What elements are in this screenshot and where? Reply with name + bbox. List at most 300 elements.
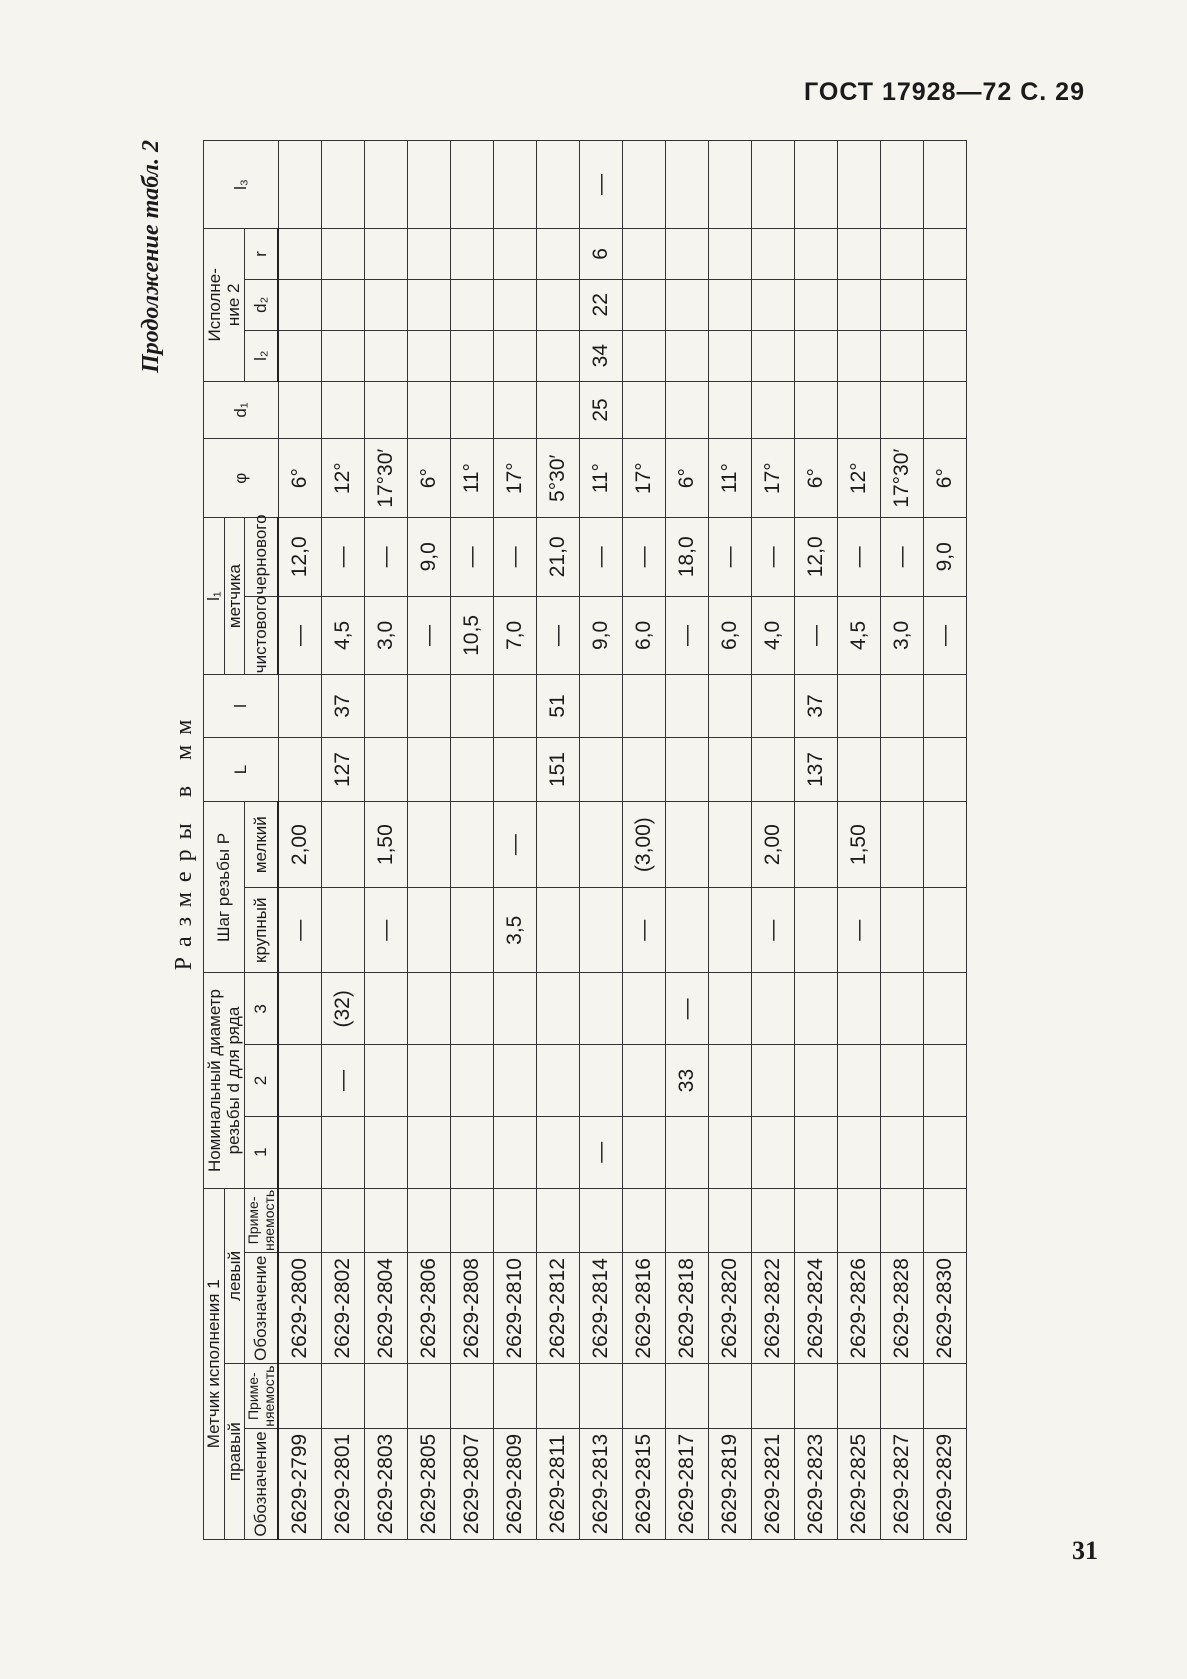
cell-l2 <box>666 330 709 381</box>
cell-phi: 17° <box>494 439 537 518</box>
cell-l <box>709 675 752 737</box>
cell-phi: 12° <box>322 439 365 518</box>
cell-r <box>881 228 924 279</box>
cell-L <box>408 737 451 802</box>
cell-l2 <box>623 330 666 381</box>
cell-fin: — <box>924 596 967 675</box>
left-designation-header: Обозначение <box>245 1253 279 1364</box>
cell-left: 2629-2822 <box>752 1253 795 1364</box>
cell-l2 <box>795 330 838 381</box>
cell-L: 137 <box>795 737 838 802</box>
rough-header: чернового <box>245 518 279 597</box>
cell-dd2 <box>623 279 666 330</box>
cell-al <box>752 1188 795 1253</box>
cell-phi: 11° <box>451 439 494 518</box>
cell-coarse <box>709 887 752 973</box>
L-header: L <box>204 737 279 802</box>
cell-d1r <box>408 1116 451 1188</box>
dimensions-note: Размеры в мм <box>171 709 197 971</box>
cell-l3 <box>881 141 924 229</box>
cell-d2r <box>278 1045 322 1117</box>
cell-right: 2629-2817 <box>666 1429 709 1540</box>
cell-l2 <box>322 330 365 381</box>
cell-l3 <box>924 141 967 229</box>
cell-ar <box>666 1364 709 1429</box>
cell-coarse <box>881 887 924 973</box>
cell-al <box>278 1188 322 1253</box>
l-header: l <box>204 675 279 737</box>
table-row <box>278 141 322 1540</box>
cell-coarse: — <box>623 887 666 973</box>
taps-dimensions-table <box>203 140 967 1540</box>
cell-r <box>322 228 365 279</box>
cell-fine <box>881 802 924 888</box>
cell-dd2 <box>752 279 795 330</box>
cell-right: 2629-2813 <box>580 1429 623 1540</box>
cell-ar <box>580 1364 623 1429</box>
cell-right: 2629-2805 <box>408 1429 451 1540</box>
cell-ar <box>408 1364 451 1429</box>
cell-ar <box>924 1364 967 1429</box>
cell-L <box>494 737 537 802</box>
cell-left: 2629-2828 <box>881 1253 924 1364</box>
cell-right: 2629-2825 <box>838 1429 881 1540</box>
cell-right: 2629-2829 <box>924 1429 967 1540</box>
cell-L <box>881 737 924 802</box>
table-row <box>494 141 537 1540</box>
cell-dd1 <box>709 381 752 439</box>
cell-fin: 4,0 <box>752 596 795 675</box>
cell-dd1 <box>795 381 838 439</box>
cell-rough: — <box>752 518 795 597</box>
cell-l <box>278 675 322 737</box>
cell-d2r <box>924 1045 967 1117</box>
rotated-table-block <box>138 140 1138 1540</box>
cell-rough: 9,0 <box>408 518 451 597</box>
cell-r <box>709 228 752 279</box>
cell-l3 <box>709 141 752 229</box>
cell-left: 2629-2802 <box>322 1253 365 1364</box>
cell-right: 2629-2823 <box>795 1429 838 1540</box>
cell-dd1 <box>537 381 580 439</box>
coarse-header: крупный <box>245 887 279 973</box>
right-designation-header: Обозначение <box>245 1429 279 1540</box>
cell-phi: 17°30′ <box>365 439 408 518</box>
cell-coarse <box>924 887 967 973</box>
cell-L <box>580 737 623 802</box>
cell-l: 37 <box>322 675 365 737</box>
cell-l2 <box>537 330 580 381</box>
cell-l3 <box>494 141 537 229</box>
cell-dd2 <box>537 279 580 330</box>
cell-phi: 5°30′ <box>537 439 580 518</box>
cell-l3 <box>623 141 666 229</box>
cell-fine <box>537 802 580 888</box>
l1-header: l₁ <box>204 518 225 675</box>
cell-left: 2629-2830 <box>924 1253 967 1364</box>
cell-fine: 1,50 <box>365 802 408 888</box>
cell-fine: 2,00 <box>278 802 322 888</box>
cell-r: 6 <box>580 228 623 279</box>
cell-dd2 <box>365 279 408 330</box>
cell-fine: 2,00 <box>752 802 795 888</box>
cell-phi: 6° <box>795 439 838 518</box>
cell-ar <box>494 1364 537 1429</box>
cell-L <box>838 737 881 802</box>
cell-d2r <box>494 1045 537 1117</box>
cell-fine <box>666 802 709 888</box>
cell-d3r <box>537 973 580 1045</box>
cell-d1r <box>623 1116 666 1188</box>
cell-rough: — <box>580 518 623 597</box>
page-number: 31 <box>1072 1536 1098 1565</box>
table-row <box>322 141 365 1540</box>
cell-phi: 17° <box>752 439 795 518</box>
cell-ar <box>623 1364 666 1429</box>
cell-d1r <box>278 1116 322 1188</box>
cell-dd2 <box>278 279 322 330</box>
cell-fin: — <box>666 596 709 675</box>
cell-al <box>537 1188 580 1253</box>
cell-right: 2629-2827 <box>881 1429 924 1540</box>
table-body <box>278 141 967 1540</box>
cell-fin: 7,0 <box>494 596 537 675</box>
cell-d3r <box>623 973 666 1045</box>
cell-d1r <box>924 1116 967 1188</box>
table-continuation-title: Продолжение табл. 2 <box>138 140 164 373</box>
table-row <box>580 141 623 1540</box>
cell-d3r <box>709 973 752 1045</box>
cell-l <box>752 675 795 737</box>
cell-coarse <box>408 887 451 973</box>
cell-l2 <box>451 330 494 381</box>
cell-d3r <box>795 973 838 1045</box>
table-row <box>666 141 709 1540</box>
cell-left: 2629-2806 <box>408 1253 451 1364</box>
cell-dd2 <box>795 279 838 330</box>
cell-coarse <box>322 887 365 973</box>
table-row <box>623 141 666 1540</box>
cell-ar <box>278 1364 322 1429</box>
thread-pitch-header: Шаг резьбы P <box>204 802 245 973</box>
cell-d3r <box>580 973 623 1045</box>
cell-rough: — <box>494 518 537 597</box>
cell-L <box>709 737 752 802</box>
cell-l3 <box>795 141 838 229</box>
cell-d2r <box>881 1045 924 1117</box>
cell-fine <box>795 802 838 888</box>
cell-r <box>537 228 580 279</box>
cell-fine <box>709 802 752 888</box>
cell-dd1 <box>838 381 881 439</box>
cell-L <box>278 737 322 802</box>
cell-r <box>666 228 709 279</box>
table-row <box>838 141 881 1540</box>
cell-l2 <box>881 330 924 381</box>
cell-d3r <box>278 973 322 1045</box>
cell-rough: 21,0 <box>537 518 580 597</box>
cell-left: 2629-2800 <box>278 1253 322 1364</box>
cell-ar <box>537 1364 580 1429</box>
cell-l <box>365 675 408 737</box>
cell-phi: 6° <box>408 439 451 518</box>
cell-left: 2629-2812 <box>537 1253 580 1364</box>
tap-subheader: метчика <box>224 518 245 675</box>
cell-L <box>365 737 408 802</box>
cell-l2 <box>278 330 322 381</box>
cell-fin: 3,0 <box>365 596 408 675</box>
cell-right: 2629-2801 <box>322 1429 365 1540</box>
cell-coarse <box>580 887 623 973</box>
cell-d1r <box>494 1116 537 1188</box>
table-row <box>537 141 580 1540</box>
cell-d2r: — <box>322 1045 365 1117</box>
cell-right: 2629-2819 <box>709 1429 752 1540</box>
cell-l3 <box>752 141 795 229</box>
cell-dd2 <box>494 279 537 330</box>
cell-rough: 12,0 <box>278 518 322 597</box>
cell-left: 2629-2814 <box>580 1253 623 1364</box>
cell-right: 2629-2809 <box>494 1429 537 1540</box>
cell-fine: (3,00) <box>623 802 666 888</box>
cell-al <box>795 1188 838 1253</box>
cell-l <box>838 675 881 737</box>
cell-l <box>623 675 666 737</box>
cell-left: 2629-2816 <box>623 1253 666 1364</box>
cell-phi: 17°30′ <box>881 439 924 518</box>
cell-fin: 4,5 <box>838 596 881 675</box>
nominal-diameter-header: Номинальный диаметр резьбы d для ряда <box>204 973 245 1188</box>
cell-d2r <box>451 1045 494 1117</box>
cell-rough: 12,0 <box>795 518 838 597</box>
cell-d2r: 33 <box>666 1045 709 1117</box>
cell-dd1 <box>365 381 408 439</box>
cell-coarse: — <box>365 887 408 973</box>
cell-dd2 <box>322 279 365 330</box>
cell-dd2 <box>881 279 924 330</box>
cell-fine <box>580 802 623 888</box>
cell-d3r: — <box>666 973 709 1045</box>
cell-d1r <box>451 1116 494 1188</box>
cell-l2 <box>365 330 408 381</box>
cell-phi: 6° <box>278 439 322 518</box>
cell-r <box>838 228 881 279</box>
cell-l <box>408 675 451 737</box>
cell-L: 151 <box>537 737 580 802</box>
cell-d1r <box>709 1116 752 1188</box>
cell-d2r <box>838 1045 881 1117</box>
cell-ar <box>795 1364 838 1429</box>
cell-right: 2629-2807 <box>451 1429 494 1540</box>
cell-fin: 6,0 <box>623 596 666 675</box>
cell-d1r <box>537 1116 580 1188</box>
row3-header: 3 <box>245 973 279 1045</box>
table-row <box>365 141 408 1540</box>
cell-l2 <box>924 330 967 381</box>
cell-ar <box>322 1364 365 1429</box>
cell-l3 <box>537 141 580 229</box>
cell-fin: — <box>537 596 580 675</box>
cell-r <box>924 228 967 279</box>
cell-dd2 <box>924 279 967 330</box>
cell-l <box>494 675 537 737</box>
cell-ar <box>752 1364 795 1429</box>
cell-left: 2629-2808 <box>451 1253 494 1364</box>
cell-r <box>752 228 795 279</box>
cell-d2r <box>580 1045 623 1117</box>
cell-dd2 <box>666 279 709 330</box>
right-hand-header: правый <box>224 1364 245 1540</box>
cell-dd2 <box>709 279 752 330</box>
cell-left: 2629-2804 <box>365 1253 408 1364</box>
cell-l2: 34 <box>580 330 623 381</box>
cell-phi: 12° <box>838 439 881 518</box>
table-row <box>408 141 451 1540</box>
cell-phi: 11° <box>709 439 752 518</box>
cell-rough: — <box>881 518 924 597</box>
finish-header: чистового <box>245 596 279 675</box>
cell-rough: — <box>838 518 881 597</box>
right-applicability-header: Приме- няемость <box>245 1365 278 1427</box>
cell-dd1 <box>494 381 537 439</box>
cell-l <box>924 675 967 737</box>
cell-l3 <box>451 141 494 229</box>
cell-right: 2629-2821 <box>752 1429 795 1540</box>
cell-coarse <box>795 887 838 973</box>
cell-d1r: — <box>580 1116 623 1188</box>
cell-l <box>666 675 709 737</box>
cell-d3r <box>365 973 408 1045</box>
cell-coarse <box>666 887 709 973</box>
cell-dd2: 22 <box>580 279 623 330</box>
document-header: ГОСТ 17928—72 С. 29 <box>804 78 1085 106</box>
cell-ar <box>838 1364 881 1429</box>
cell-L <box>752 737 795 802</box>
cell-r <box>494 228 537 279</box>
phi-header: φ <box>204 439 279 518</box>
cell-dd1 <box>408 381 451 439</box>
cell-coarse <box>451 887 494 973</box>
d1-header: d₁ <box>204 381 279 439</box>
cell-L <box>451 737 494 802</box>
cell-dd2 <box>838 279 881 330</box>
cell-r <box>278 228 322 279</box>
cell-d2r <box>623 1045 666 1117</box>
cell-r <box>623 228 666 279</box>
cell-dd1 <box>881 381 924 439</box>
cell-fine: — <box>494 802 537 888</box>
cell-fin: — <box>278 596 322 675</box>
cell-fin: — <box>408 596 451 675</box>
cell-dd1 <box>278 381 322 439</box>
cell-r <box>451 228 494 279</box>
cell-left: 2629-2818 <box>666 1253 709 1364</box>
cell-phi: 6° <box>666 439 709 518</box>
cell-phi: 6° <box>924 439 967 518</box>
cell-rough: — <box>623 518 666 597</box>
table-row <box>924 141 967 1540</box>
cell-d1r <box>752 1116 795 1188</box>
cell-right: 2629-2811 <box>537 1429 580 1540</box>
cell-al <box>924 1188 967 1253</box>
cell-r <box>408 228 451 279</box>
cell-r <box>795 228 838 279</box>
cell-d1r <box>365 1116 408 1188</box>
cell-rough: — <box>365 518 408 597</box>
cell-d3r <box>881 973 924 1045</box>
cell-phi: 11° <box>580 439 623 518</box>
cell-rough: — <box>322 518 365 597</box>
left-hand-header: левый <box>224 1188 245 1364</box>
cell-fine <box>451 802 494 888</box>
cell-left: 2629-2824 <box>795 1253 838 1364</box>
cell-ar <box>709 1364 752 1429</box>
cell-dd1 <box>322 381 365 439</box>
tap-version1-header: Метчик исполнения 1 <box>204 1188 225 1539</box>
cell-al <box>451 1188 494 1253</box>
cell-coarse: — <box>838 887 881 973</box>
cell-coarse: — <box>752 887 795 973</box>
cell-l <box>881 675 924 737</box>
cell-rough: 18,0 <box>666 518 709 597</box>
cell-d3r <box>924 973 967 1045</box>
cell-L: 127 <box>322 737 365 802</box>
table-row <box>881 141 924 1540</box>
cell-l3 <box>365 141 408 229</box>
cell-l <box>451 675 494 737</box>
cell-al <box>494 1188 537 1253</box>
cell-d2r <box>709 1045 752 1117</box>
cell-al <box>580 1188 623 1253</box>
cell-d2r <box>537 1045 580 1117</box>
cell-al <box>709 1188 752 1253</box>
cell-r <box>365 228 408 279</box>
cell-dd1: 25 <box>580 381 623 439</box>
cell-fin: 10,5 <box>451 596 494 675</box>
l3-header: l₃ <box>204 141 279 229</box>
cell-ar <box>881 1364 924 1429</box>
fine-header: мелкий <box>245 802 279 888</box>
cell-dd1 <box>666 381 709 439</box>
cell-fine: 1,50 <box>838 802 881 888</box>
cell-left: 2629-2820 <box>709 1253 752 1364</box>
cell-l2 <box>709 330 752 381</box>
cell-fine <box>322 802 365 888</box>
cell-dd1 <box>623 381 666 439</box>
cell-al <box>408 1188 451 1253</box>
cell-dd1 <box>752 381 795 439</box>
cell-l2 <box>494 330 537 381</box>
cell-d3r <box>752 973 795 1045</box>
cell-d1r <box>666 1116 709 1188</box>
cell-d3r <box>494 973 537 1045</box>
cell-d2r <box>365 1045 408 1117</box>
cell-right: 2629-2803 <box>365 1429 408 1540</box>
cell-coarse <box>537 887 580 973</box>
cell-ar <box>365 1364 408 1429</box>
cell-d3r <box>408 973 451 1045</box>
cell-d3r: (32) <box>322 973 365 1045</box>
cell-left: 2629-2826 <box>838 1253 881 1364</box>
cell-coarse: — <box>278 887 322 973</box>
table-row <box>795 141 838 1540</box>
cell-coarse: 3,5 <box>494 887 537 973</box>
cell-l3 <box>666 141 709 229</box>
left-applicability-header: Приме- няемость <box>245 1189 278 1252</box>
cell-fin: 4,5 <box>322 596 365 675</box>
cell-al <box>623 1188 666 1253</box>
cell-left: 2629-2810 <box>494 1253 537 1364</box>
